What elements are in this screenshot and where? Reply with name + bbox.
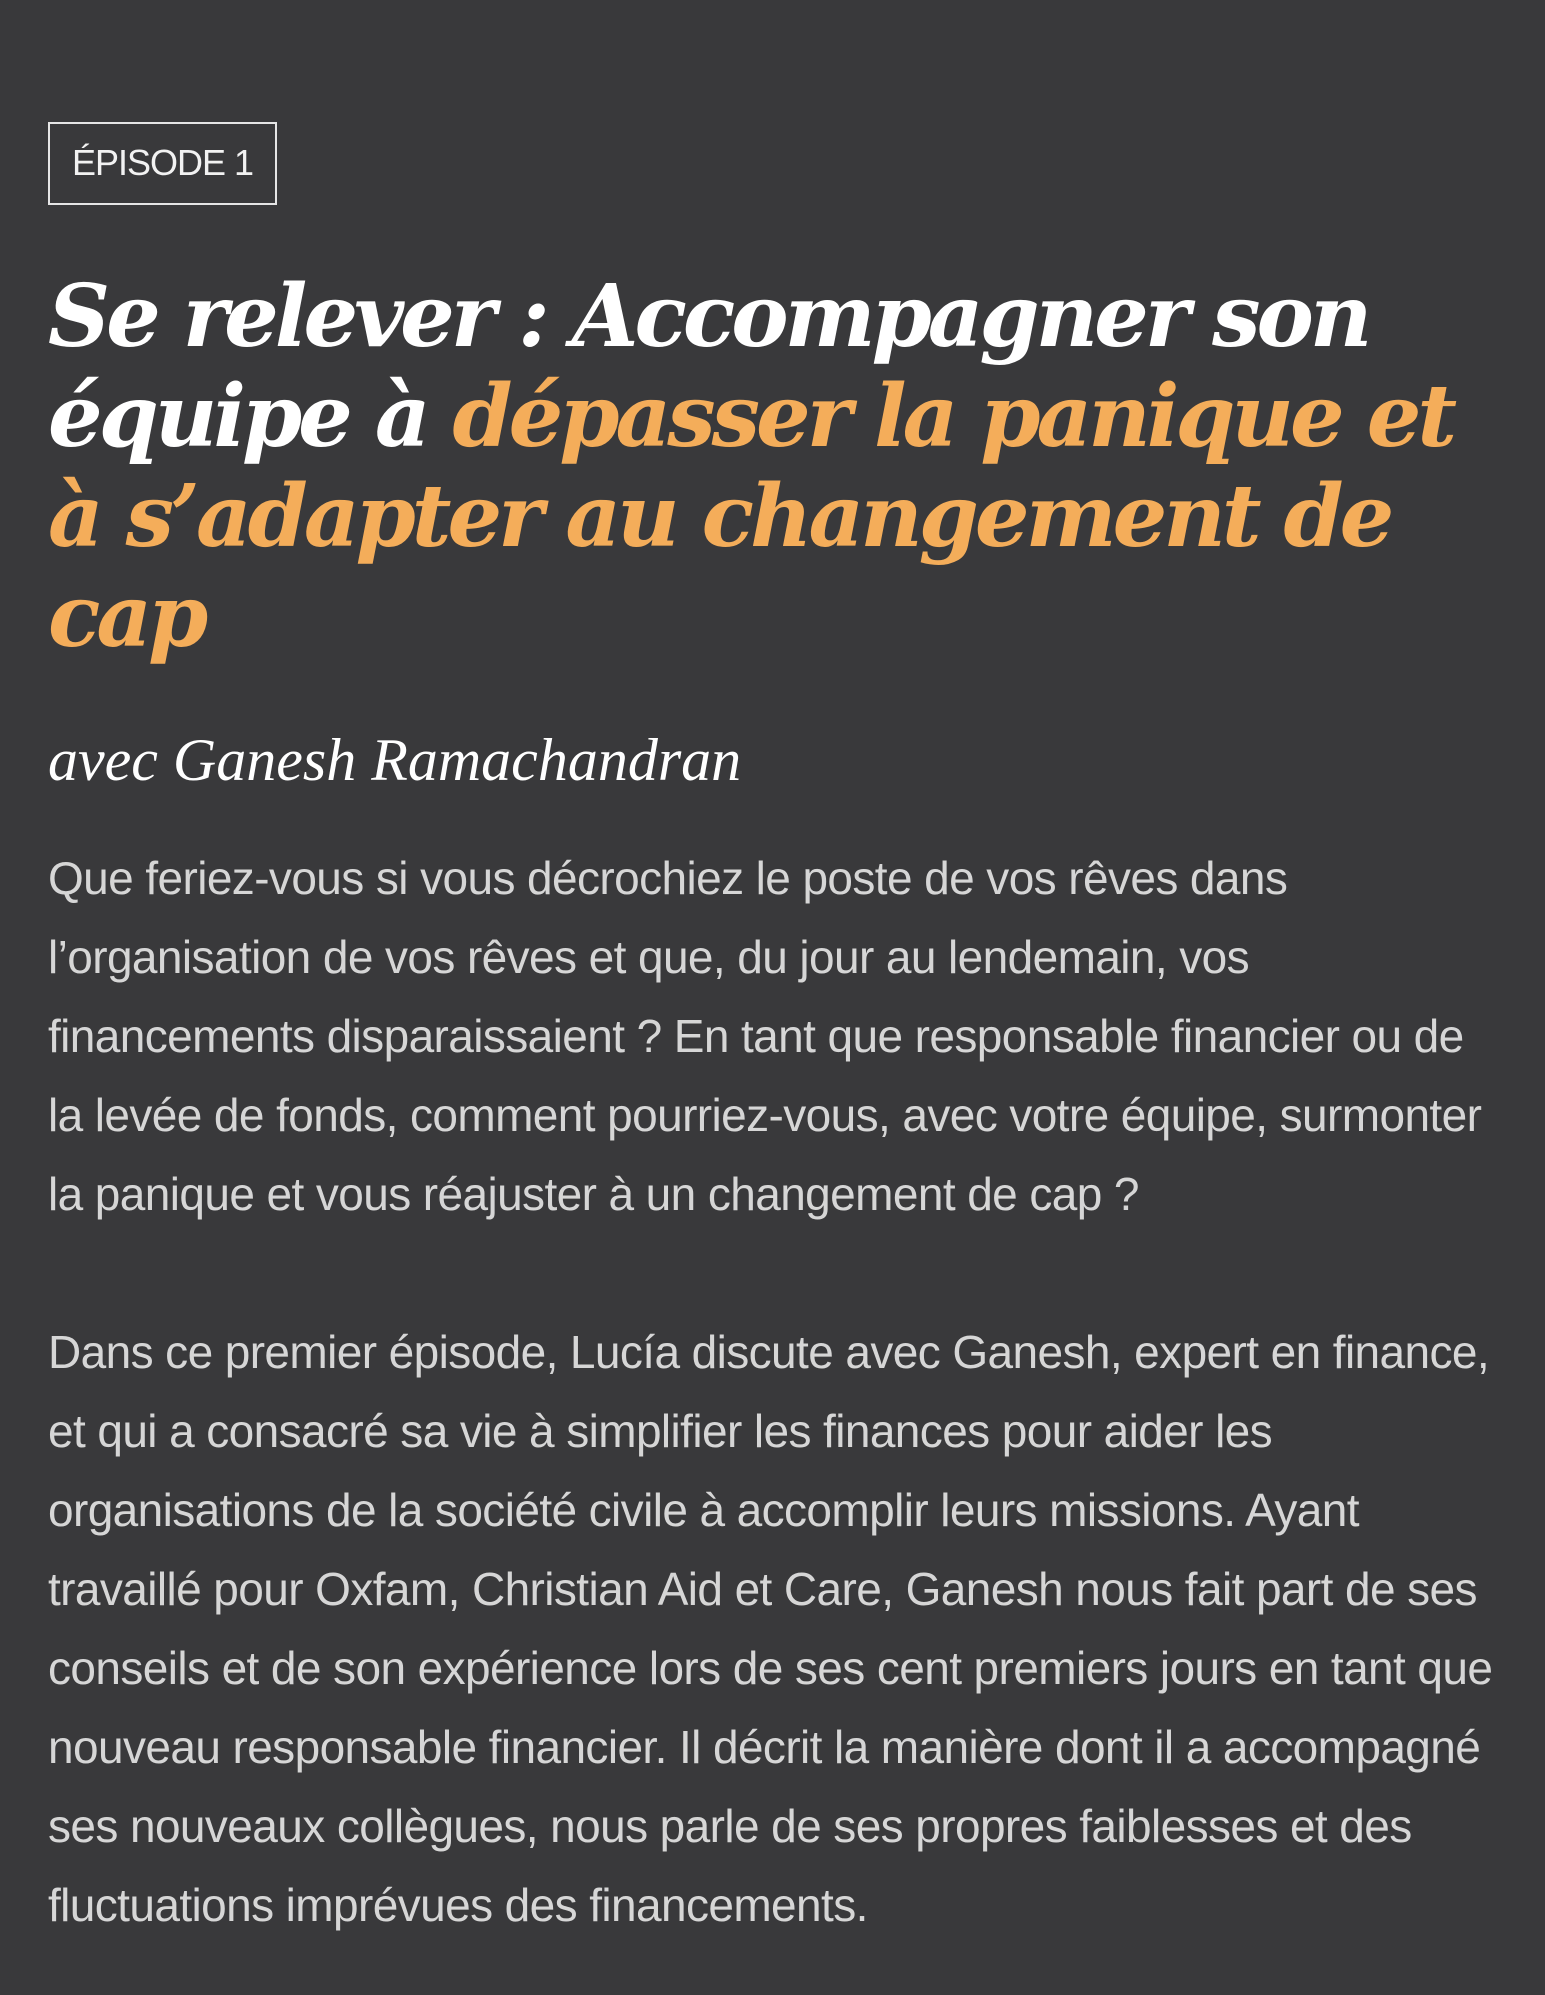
episode-section	[48, 122, 1508, 1991]
episode-title	[48, 267, 1488, 667]
guest-line: avec Ganesh Ramachandran	[48, 726, 742, 793]
episode-intro-paragraph: Que feriez-vous si vous décrochiez le poste de vos rêves dans l’organisation de vos rêves et que, du jour au lendemain, vos financements disparaissaient ? En tant que responsable financier ou de la levée de fonds, comment pourriez-vous, avec votre équipe, surmonter la panique et vous réajuster à un changement de cap ?	[48, 851, 1482, 1220]
title-white-part: Se relever : Accompagner son équipe à	[48, 266, 1369, 467]
title-accent-part: dépasser la panique et à s’adapter au changement de cap	[48, 366, 1454, 667]
episode-badge: ÉPISODE 1	[48, 122, 277, 205]
episode-description-paragraph: Dans ce premier épisode, Lucía discute avec Ganesh, expert en finance, et qui a consacré sa vie à simplifier les finances pour aider les organisations de la société civile à accomplir leurs missions. Ayant travaillé pour Oxfam, Christian Aid et Care, Ganesh nous fait part de ses conseils et de son expérience lors de ses cent premiers jours en tant que nouveau responsable financier. Il décrit la manière dont il a accompagné ses nouveaux collègues, nous parle de ses propres faiblesses et des fluctuations imprévues des financements.	[48, 1325, 1493, 1931]
